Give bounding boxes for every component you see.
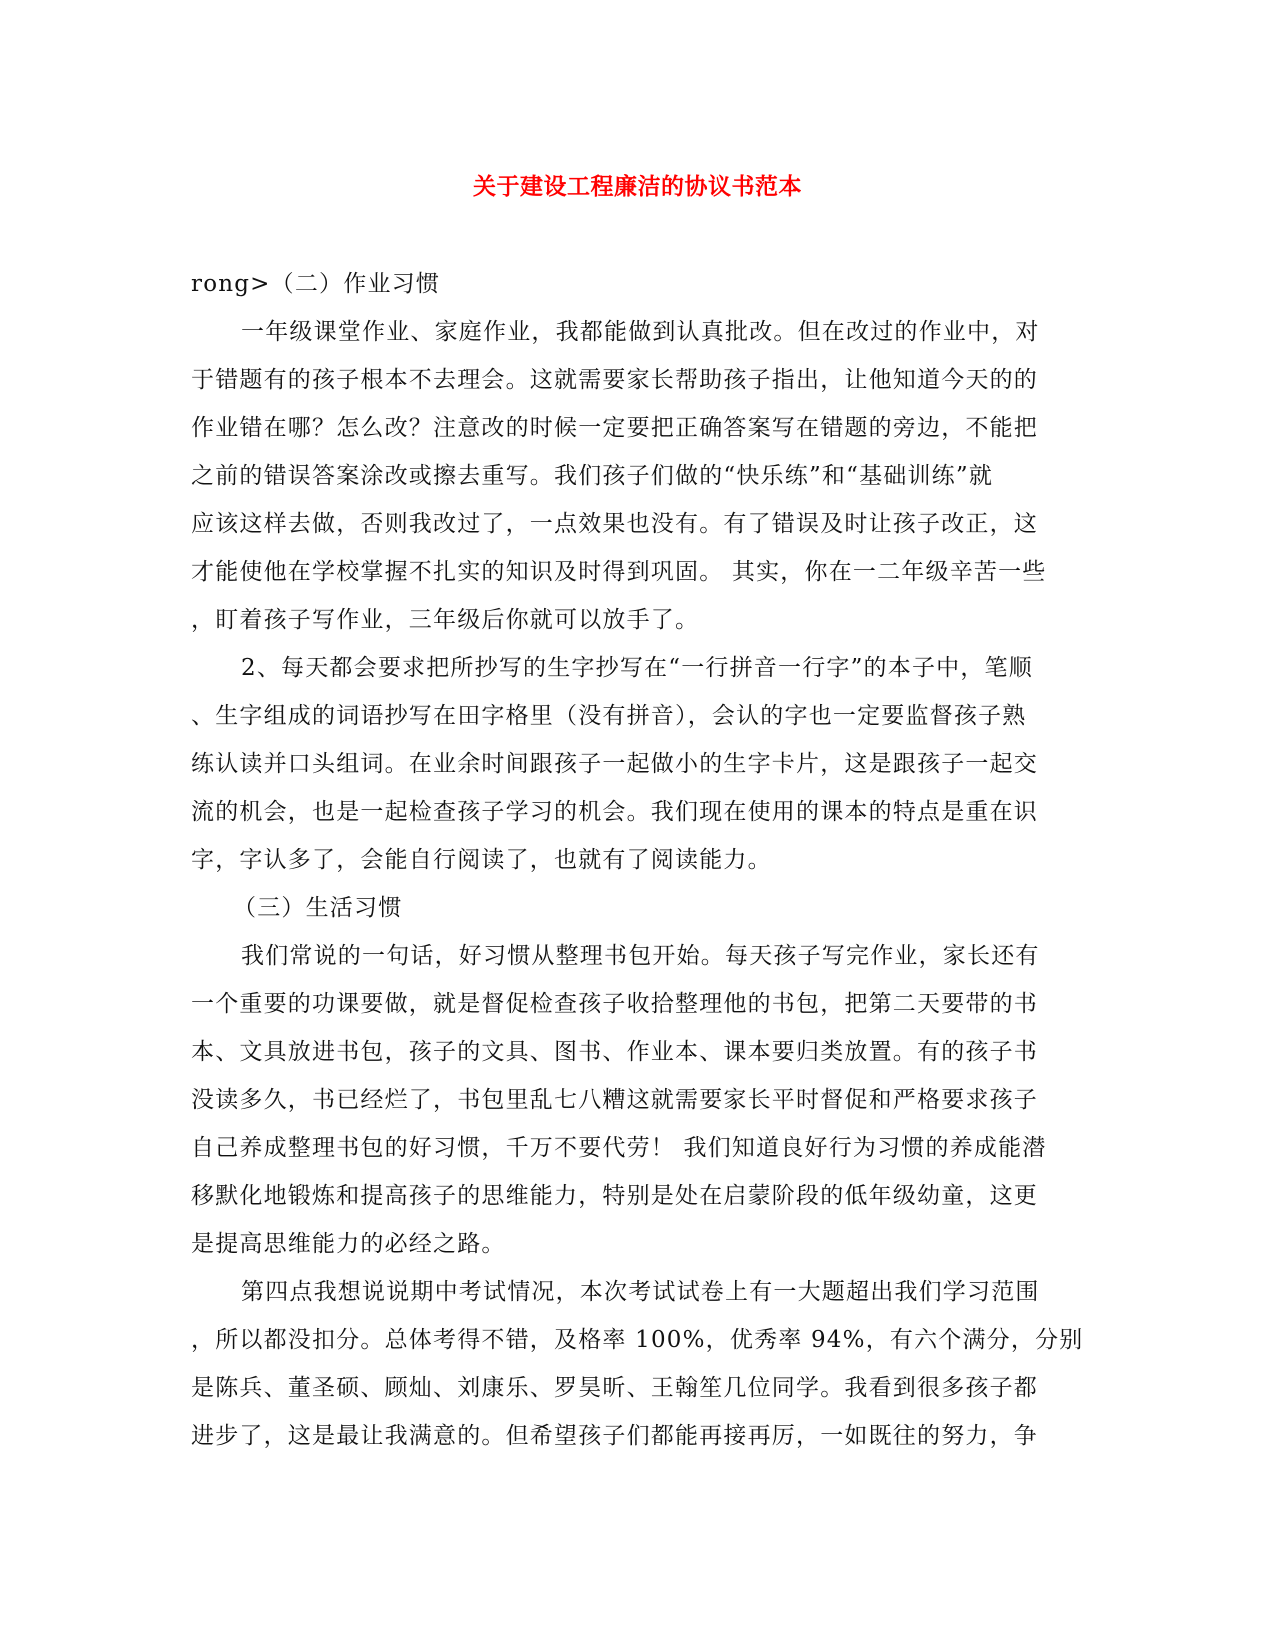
paragraph-line: 应该这样去做，否则我改过了，一点效果也没有。有了错误及时让孩子改正，这 bbox=[191, 511, 1038, 537]
paragraph-line: ，所以都没扣分。总体考得不错，及格率 100%，优秀率 94%，有六个满分，分别 bbox=[191, 1327, 1084, 1353]
paragraph-line: 是陈兵、董圣硕、顾灿、刘康乐、罗昊昕、王翰笙几位同学。我看到很多孩子都 bbox=[191, 1375, 1038, 1401]
paragraph-line: 于错题有的孩子根本不去理会。这就需要家长帮助孩子指出，让他知道今天的的 bbox=[191, 367, 1038, 393]
section-heading-life: （三）生活习惯 bbox=[233, 895, 403, 921]
section-heading-homework: rong>（二）作业习惯 bbox=[191, 271, 441, 297]
paragraph-line: 自己养成整理书包的好习惯，千万不要代劳！ 我们知道良好行为习惯的养成能潜 bbox=[191, 1135, 1047, 1161]
paragraph-line: 第四点我想说说期中考试情况，本次考试试卷上有一大题超出我们学习范围 bbox=[241, 1279, 1040, 1305]
paragraph-line: 、生字组成的词语抄写在田字格里（没有拼音），会认的字也一定要监督孩子熟 bbox=[191, 703, 1027, 729]
paragraph-line: 之前的错误答案涂改或擦去重写。我们孩子们做的“快乐练”和“基础训练”就 bbox=[191, 463, 994, 489]
paragraph-line: 字，字认多了，会能自行阅读了，也就有了阅读能力。 bbox=[191, 847, 772, 873]
paragraph-line: 作业错在哪？怎么改？注意改的时候一定要把正确答案写在错题的旁边，不能把 bbox=[191, 415, 1038, 441]
paragraph-line: 没读多久，书已经烂了，书包里乱七八糟这就需要家长平时督促和严格要求孩子 bbox=[191, 1087, 1038, 1113]
paragraph-line: 流的机会，也是一起检查孩子学习的机会。我们现在使用的课本的特点是重在识 bbox=[191, 799, 1038, 825]
paragraph-line: 练认读并口头组词。在业余时间跟孩子一起做小的生字卡片，这是跟孩子一起交 bbox=[191, 751, 1038, 777]
paragraph-line: 一年级课堂作业、家庭作业，我都能做到认真批改。但在改过的作业中，对 bbox=[241, 319, 1040, 345]
paragraph-line: ，盯着孩子写作业，三年级后你就可以放手了。 bbox=[191, 607, 700, 633]
paragraph-line: 是提高思维能力的必经之路。 bbox=[191, 1231, 506, 1257]
paragraph-line: 移默化地锻炼和提高孩子的思维能力，特别是处在启蒙阶段的低年级幼童，这更 bbox=[191, 1183, 1038, 1209]
paragraph-line: 进步了，这是最让我满意的。但希望孩子们都能再接再厉，一如既往的努力，争 bbox=[191, 1423, 1038, 1449]
paragraph-line: 我们常说的一句话，好习惯从整理书包开始。每天孩子写完作业，家长还有 bbox=[241, 943, 1040, 969]
paragraph-line: 2、每天都会要求把所抄写的生字抄写在“一行拼音一行字”的本子中，笔顺 bbox=[241, 655, 1033, 681]
document-body bbox=[191, 260, 1084, 1460]
document-title: 关于建设工程廉洁的协议书范本 bbox=[473, 174, 802, 200]
paragraph-line: 一个重要的功课要做，就是督促检查孩子收拾整理他的书包，把第二天要带的书 bbox=[191, 991, 1038, 1017]
paragraph-line: 本、文具放进书包，孩子的文具、图书、作业本、课本要归类放置。有的孩子书 bbox=[191, 1039, 1038, 1065]
paragraph-line: 才能使他在学校掌握不扎实的知识及时得到巩固。 其实，你在一二年级辛苦一些 bbox=[191, 559, 1047, 585]
